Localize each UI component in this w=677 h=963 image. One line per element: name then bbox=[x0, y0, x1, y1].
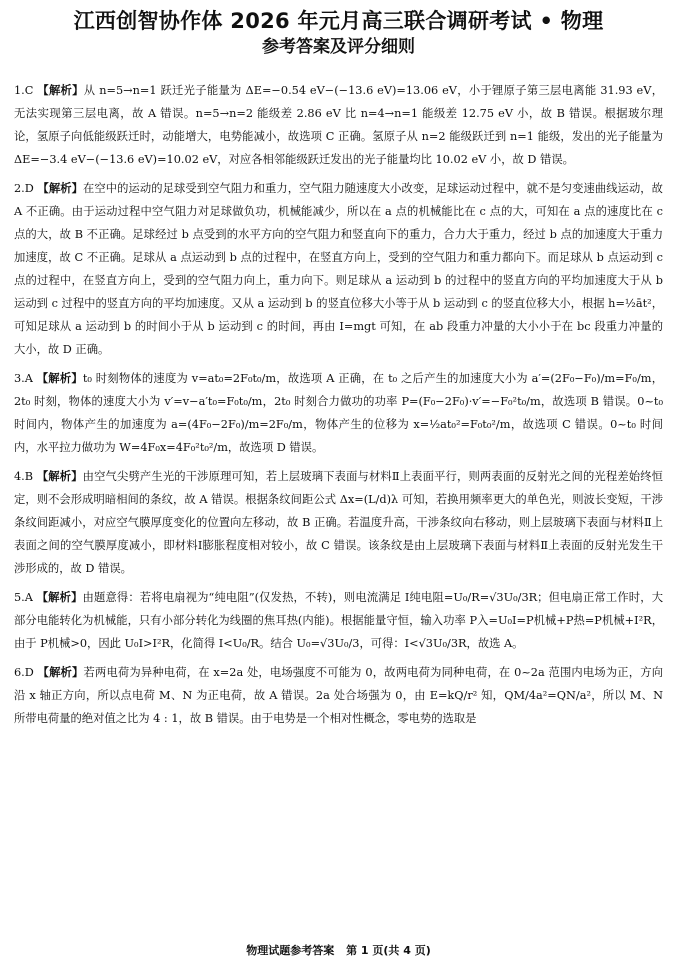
answer-text: 由题意得：若将电扇视为“纯电阻”(仅发热，不转)，则电流满足 I纯电阻=U₀/R=√3U₀/3R；但电扇正常工作时，大部分电能转化为机械能，只有小部分转化为线圈的焦耳热(内能)。根据能量守恒，输入功率 P入=U₀I=P机械+P热=P机械+I²R，由于 P机械>0，因此 U₀I>I²R，化简得 I<U₀/R。结合 U₀=√3U₀/3，可得：I<√3U₀/3R，故选 A。 bbox=[14, 591, 663, 650]
analysis-tag: 【解析】 bbox=[37, 666, 84, 679]
answer-item-3 bbox=[14, 367, 663, 459]
answer-text: 由空气尖劈产生光的干涉原理可知，若上层玻璃下表面与材料Ⅱ上表面平行，则两表面的反射光之间的光程差始终恒定，则不会形成明暗相间的条纹，故 A 错误。根据条纹间距公式 Δx=(L/d)λ 可知，若换用频率更大的单色光，则波长变短，干涉条纹间距减小，对应空气膜厚度变化的位置向左移动，故 B 正确。若温度升高，干涉条纹向右移动，则上层玻璃下表面与材料Ⅱ上表面之间的空气膜厚度减小，即材料Ⅰ膨胀程度相对较小，故 C 错误。该条纹是由上层玻璃下表面与材料Ⅱ上表面的反射光发生干涉形成的，故 D 错误。 bbox=[14, 470, 663, 575]
answer-item-5 bbox=[14, 586, 663, 655]
footer-page-info: 第 1 页(共 4 页) bbox=[346, 944, 431, 957]
analysis-tag: 【解析】 bbox=[36, 470, 83, 483]
answer-choice: B bbox=[24, 470, 34, 483]
analysis-tag: 【解析】 bbox=[36, 591, 83, 604]
answer-number: 4. bbox=[14, 470, 25, 483]
analysis-tag: 【解析】 bbox=[36, 372, 83, 385]
page-subtitle: 参考答案及评分细则 bbox=[262, 37, 415, 57]
answer-choice: A bbox=[24, 372, 33, 385]
page-title: 江西创智协作体 2026 年元月高三联合调研考试 • 物理 bbox=[73, 9, 604, 33]
answer-choice: A bbox=[24, 591, 33, 604]
answer-choice: C bbox=[24, 84, 34, 97]
answer-text: 从 n=5→n=1 跃迁光子能量为 ΔE=−0.54 eV−(−13.6 eV)=13.06 eV，小于锂原子第三层电离能 31.93 eV，无法实现第三层电离，故 A 错误。n=5→n=2 能级差 2.86 eV 比 n=4→n=1 能级差 12.75 eV 小，故 B 错误。根据玻尔理论，氢原子向低能级跃迁时，动能增大，电势能减小，故选项 C 正确。氢原子从 n=2 能级跃迁到 n=1 能级，发出的光子能量为 ΔE=−3.4 eV−(−13.6 eV)=10.02 eV，对应各相邻能级跃迁发出的光子能量均比 10.02 eV 小，故 D 错误。 bbox=[14, 84, 664, 166]
answer-number: 2. bbox=[14, 182, 25, 195]
answer-item-4 bbox=[14, 465, 663, 580]
answer-text: t₀ 时刻物体的速度为 v=at₀=2F₀t₀/m，故选项 A 正确，在 t₀ 之后产生的加速度大小为 a′=(2F₀−F₀)/m=F₀/m，2t₀ 时刻，物体的速度大小为 v′=v−a′t₀=F₀t₀/m，2t₀ 时刻合力做功的功率 P=(F₀−2F₀)·v′=−F₀²t₀/m，故选项 B 错误。0~t₀ 时间内，物体产生的加速度为 a=(4F₀−2F₀)/m=2F₀/m，物体产生的位移为 x=½at₀²=F₀t₀²/m，故选项 C 错误。0~t₀ 时间内，水平拉力做功为 W=4F₀x=4F₀²t₀²/m，故选项 D 错误。 bbox=[14, 372, 663, 454]
answer-number: 1. bbox=[14, 84, 25, 97]
page-footer bbox=[0, 943, 677, 959]
answer-text: 在空中的运动的足球受到空气阻力和重力，空气阻力随速度大小改变，足球运动过程中，就不是匀变速曲线运动，故 A 不正确。由于运动过程中空气阻力对足球做负功，机械能减少，所以在 a 点的机械能比在 c 点的大，可知在 a 点的速度比在 c 点的大，故 B 不正确。足球经过 b 点受到的水平方向的空气阻力和竖直向下的重力，合力大于重力，经过 b 点的加速度大于重力加速度，故 C 不正确。足球从 a 点运动到 b 点的过程中，在竖直方向上，受到的空气阻力和重力都向下。而足球从 b 点运动到 c 点的过程中，在竖直方向上，受到的空气阻力向上，重力向下。则足球从 a 运动到 b 的过程中的竖直方向的平均加速度大于从 b 运动到 c 过程中的竖直方向的平均加速度。又从 a 运动到 b 的竖直位移大小等于从 b 运动到 c 的竖直位移大小，根据 h=½āt²，可知足球从 a 运动到 b 的时间小于从 b 运动到 c 的时间，再由 I=mgt 可知，在 ab 段重力冲量的大小小于在 bc 段重力冲量的大小，故 D 正确。 bbox=[14, 182, 663, 356]
answer-item-6 bbox=[14, 661, 663, 730]
analysis-tag: 【解析】 bbox=[37, 84, 84, 97]
answer-number: 5. bbox=[14, 591, 25, 604]
analysis-tag: 【解析】 bbox=[37, 182, 84, 195]
answer-item-1 bbox=[14, 79, 663, 171]
answer-number: 3. bbox=[14, 372, 25, 385]
footer-doc-name: 物理试题参考答案 bbox=[246, 944, 335, 957]
answer-item-2 bbox=[14, 177, 663, 361]
answer-number: 6. bbox=[14, 666, 25, 679]
answer-choice: D bbox=[24, 666, 34, 679]
answer-list bbox=[14, 79, 663, 730]
answer-text: 若两电荷为异种电荷，在 x=2a 处，电场强度不可能为 0，故两电荷为同种电荷，在 0~2a 范围内电场为正，方向沿 x 轴正方向，所以点电荷 M、N 为正电荷，故 A 错误。2a 处合场强为 0，由 E=kQ/r² 知，QM/4a²=QN/a²，所以 M、N 所带电荷量的绝对值之比为 4 : 1，故 B 错误。由于电势是一个相对性概念，零电势的选取是 bbox=[14, 666, 663, 725]
answer-choice: D bbox=[24, 182, 34, 195]
